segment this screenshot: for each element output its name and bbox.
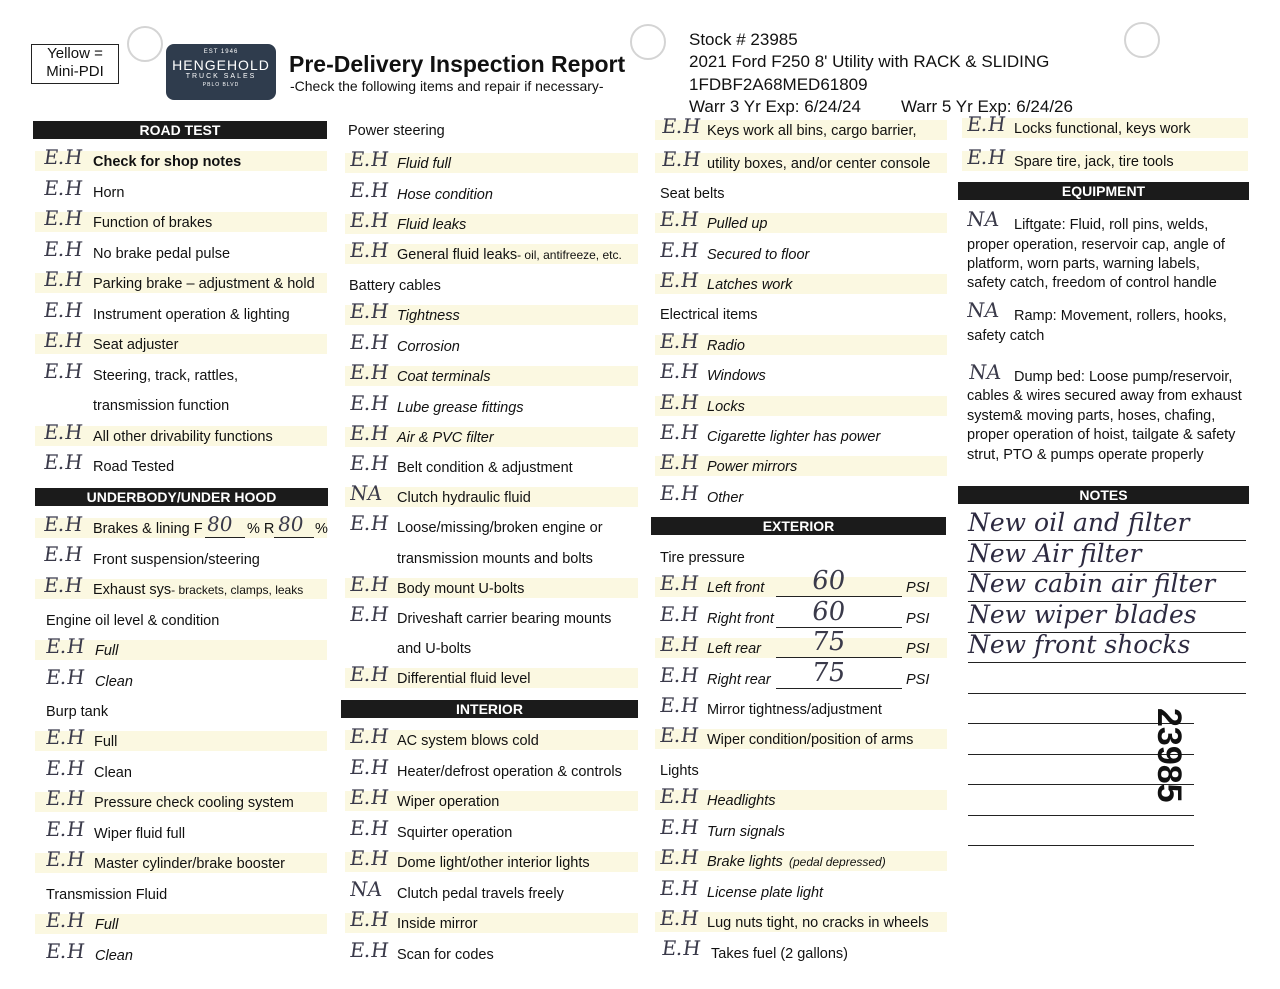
initials-mark: E.H [658, 207, 701, 231]
checklist-item-label: Wiper operation [397, 794, 500, 810]
transmission-label: Transmission Fluid [46, 887, 168, 903]
general-leaks-initials: E.H [348, 238, 391, 262]
initials-mark: E.H [42, 206, 85, 230]
initials-mark: E.H [348, 724, 391, 748]
note-entry: New oil and filter [968, 508, 1190, 537]
ramp-line-1: Ramp: Movement, rollers, hooks, [1014, 308, 1227, 324]
initials-mark: E.H [658, 237, 701, 262]
initials-mark: E.H [348, 815, 391, 840]
initials-mark: E.H [348, 511, 391, 536]
company-logo [166, 44, 276, 100]
vin-number: 1FDBF2A68MED61809 [689, 75, 868, 94]
checklist-item-label: Body mount U-bolts [397, 580, 525, 597]
initials-mark: E.H [658, 419, 701, 444]
initials-mark: E.H [42, 145, 85, 169]
checklist-item-label: and U-bolts [397, 641, 472, 658]
initials-mark: E.H [348, 329, 391, 354]
checklist-item-label: Radio [707, 338, 745, 354]
dump-bed-line-3: system& moving parts, hoses, chafing, [967, 408, 1216, 424]
brakes-rear-percent: 80 [276, 512, 306, 536]
checklist-item-label: Locks [707, 398, 745, 415]
checklist-item-label: Scan for codes [397, 946, 494, 963]
initials-mark: E.H [658, 389, 701, 414]
initials-mark: E.H [44, 755, 87, 780]
exhaust-label [93, 582, 303, 598]
tire-pressure-label: Tire pressure [660, 550, 745, 566]
initials-mark: E.H [44, 725, 87, 749]
locks-functional-label: Locks functional, keys work [1014, 121, 1191, 137]
warranty-3yr: Warr 3 Yr Exp: 6/24/24 [689, 97, 861, 116]
row-bg [345, 153, 638, 173]
checklist-item-label: Function of brakes [93, 215, 213, 231]
initials-mark: NA [348, 876, 384, 901]
initials-mark: E.H [658, 268, 701, 292]
liftgate-line-3: platform, worn parts, warning labels, [967, 256, 1200, 272]
checklist-item-label: Master cylinder/brake booster [94, 856, 285, 872]
takes-fuel-initials: E.H [660, 936, 703, 960]
yellow-note-line1: Yellow = [47, 45, 103, 62]
punch-hole-right [1124, 22, 1160, 58]
checklist-item-label: Right rear [707, 671, 771, 688]
checklist-item-label: Tightness [397, 308, 460, 324]
battery-cables-label: Battery cables [349, 278, 441, 294]
note-line [968, 845, 1194, 846]
initials-mark: E.H [348, 360, 391, 384]
general-leaks-detail: - oil, antifreeze, etc. [517, 248, 622, 262]
initials-mark: E.H [42, 328, 85, 352]
initials-mark: E.H [42, 175, 85, 200]
initials-mark: E.H [658, 571, 701, 595]
exhaust-main: Exhaust sys [93, 582, 172, 598]
row-bg [345, 214, 638, 234]
checklist-item-label: Wiper fluid full [94, 825, 186, 842]
checklist-item-label: Corrosion [397, 338, 460, 355]
checklist-item-label: Windows [707, 368, 766, 385]
initials-mark: E.H [658, 662, 701, 687]
initials-mark: E.H [658, 450, 701, 475]
initials-mark: E.H [44, 664, 87, 689]
initials-mark: E.H [44, 908, 87, 932]
checklist-item-label: Brake lights [707, 854, 783, 870]
initials-mark: E.H [348, 846, 391, 870]
checklist-item-label: Air & PVC filter [397, 430, 494, 446]
initials-mark: E.H [42, 236, 85, 261]
brakes-rear-line [274, 537, 314, 538]
initials-mark: E.H [348, 754, 391, 779]
dump-bed-initials: NA [967, 360, 1003, 384]
mirror-label: Mirror tightness/adjustment [707, 702, 882, 718]
logo-est: EST 1946 [203, 49, 239, 55]
checklist-item-label: Fluid full [397, 156, 451, 172]
ramp-initials: NA [965, 298, 1001, 322]
checklist-item-label: Hose condition [397, 186, 493, 203]
checklist-item-label: License plate light [707, 884, 824, 901]
checklist-item-label: utility boxes, and/or center console [707, 156, 931, 172]
initials-mark: NA [348, 481, 384, 506]
checklist-item-label: Left rear [707, 641, 761, 657]
note-line [968, 662, 1246, 663]
general-leaks-main: General fluid leaks [397, 247, 518, 263]
checklist-item-label: Clean [95, 673, 133, 690]
checklist-item-label: transmission mounts and bolts [397, 550, 593, 567]
checklist-item-label: Squirter operation [397, 824, 513, 841]
initials-mark: E.H [658, 359, 701, 384]
checklist-item-label: Seat adjuster [93, 337, 179, 353]
brake-lights-detail: (pedal depressed) [789, 855, 886, 869]
power-steering-label: Power steering [348, 123, 445, 139]
initials-mark: E.H [42, 297, 85, 322]
checklist-item-label: Instrument operation & lighting [93, 306, 290, 323]
checklist-item-label: Clutch pedal travels freely [397, 885, 564, 902]
brakes-front-percent: 80 [205, 512, 235, 536]
initials-mark: E.H [44, 634, 87, 658]
liftgate-line-2: proper operation, reservoir cap, angle of [967, 237, 1225, 253]
front-susp-initials: E.H [42, 542, 85, 566]
wiper-condition-initials: E.H [658, 723, 701, 747]
checklist-item-label: Loose/missing/broken engine or [397, 520, 603, 537]
row-bg [345, 305, 638, 325]
checklist-item-label: Cigarette lighter has power [707, 428, 881, 445]
locks-functional-initials: E.H [965, 112, 1008, 136]
initials-mark: E.H [348, 907, 391, 931]
checklist-item-label: Parking brake – adjustment & hold [93, 276, 315, 292]
note-entry: New wiper blades [968, 599, 1197, 629]
row-bg [345, 366, 638, 386]
note-entry: New cabin air filter [968, 569, 1216, 598]
yellow-mini-pdi-note [31, 44, 119, 84]
dump-bed-line-4: proper operation of hoist, tailgate & safety [967, 427, 1236, 443]
exterior-header: EXTERIOR [651, 517, 946, 535]
initials-mark: E.H [348, 602, 391, 626]
initials-mark: E.H [348, 147, 391, 171]
checklist-item-label: Inside mirror [397, 916, 478, 932]
checklist-item-label: Differential fluid level [397, 671, 531, 688]
checklist-item-label: Clean [94, 764, 132, 781]
checklist-item-label: Latches work [707, 277, 793, 293]
dump-bed-line-5: strut, PTO & pumps operate properly [967, 447, 1204, 463]
yellow-note-line2: Mini-PDI [46, 63, 104, 80]
interior-header: INTERIOR [341, 700, 638, 718]
initials-mark: E.H [658, 875, 701, 900]
dump-bed-line-2: cables & wires secured away from exhaust [967, 388, 1242, 404]
initials-mark: E.H [658, 480, 701, 505]
tire-psi-value: 60 [809, 566, 848, 596]
tire-psi-value: 75 [809, 627, 848, 657]
checklist-item-label: Belt condition & adjustment [397, 460, 573, 476]
initials-mark: E.H [660, 147, 703, 171]
takes-fuel-label: Takes fuel (2 gallons) [711, 946, 849, 962]
punch-hole-center [630, 24, 666, 60]
checklist-item-label: Right front [707, 610, 774, 627]
brakes-label: Brakes & lining F [93, 521, 203, 537]
vertical-stock-number: 23985 [1150, 708, 1188, 803]
checklist-item-label: Pressure check cooling system [94, 795, 294, 811]
checklist-item-label: Full [95, 917, 119, 933]
checklist-item-label: Turn signals [707, 823, 785, 840]
initials-mark: E.H [348, 208, 391, 232]
initials-mark: E.H [348, 451, 391, 475]
row-bg [345, 913, 638, 933]
checklist-item-label: Road Tested [93, 459, 175, 475]
liftgate-line-1: Liftgate: Fluid, roll pins, welds, [1014, 217, 1209, 233]
tire-psi-value: 75 [809, 657, 848, 688]
liftgate-line-4: safety catch, freedom of control handle [967, 275, 1217, 291]
lights-label: Lights [660, 763, 699, 779]
checklist-item-label: All other drivability functions [93, 428, 273, 445]
checklist-item-label: Check for shop notes [93, 154, 242, 170]
liftgate-initials: NA [965, 207, 1001, 231]
burp-tank-label: Burp tank [46, 704, 109, 720]
equipment-header: EQUIPMENT [958, 182, 1249, 200]
engine-oil-label: Engine oil level & condition [46, 613, 220, 629]
note-line [968, 815, 1194, 816]
initials-mark: E.H [348, 571, 391, 596]
lug-nuts-initials: E.H [658, 906, 701, 930]
initials-mark: E.H [348, 937, 391, 962]
note-entry: New Air filter [968, 538, 1142, 568]
initials-mark: E.H [42, 358, 85, 383]
note-line [968, 693, 1246, 694]
psi-unit-label: PSI [906, 610, 930, 627]
initials-mark: E.H [348, 177, 391, 202]
checklist-item-label: Lube grease fittings [397, 399, 524, 416]
exhaust-detail: - brackets, clamps, leaks [171, 583, 304, 597]
psi-unit-label: PSI [906, 671, 930, 688]
checklist-item-label: Steering, track, rattles, [93, 367, 239, 384]
brakes-mid-label: % R [247, 521, 275, 537]
checklist-item-label: Secured to floor [707, 246, 810, 263]
seat-belts-label: Seat belts [660, 186, 725, 202]
electrical-label: Electrical items [660, 307, 758, 323]
checklist-item-label: Horn [93, 184, 125, 201]
initials-mark: E.H [658, 632, 701, 656]
checklist-item-label: Other [707, 489, 744, 506]
wiper-condition-label: Wiper condition/position of arms [707, 732, 914, 748]
brakes-front-line [205, 537, 245, 538]
initials-mark: E.H [44, 847, 87, 871]
initials-mark: E.H [44, 938, 87, 963]
checklist-item-label: Left front [707, 580, 765, 596]
checklist-item-label: Dome light/other interior lights [397, 855, 590, 871]
psi-unit-label: PSI [906, 641, 930, 657]
checklist-item-label: Clutch hydraulic fluid [397, 490, 531, 507]
note-entry: New front shocks [968, 630, 1191, 659]
logo-tiny: PBLO BLVD [202, 82, 240, 88]
initials-mark: E.H [42, 267, 85, 291]
checklist-item-label: Keys work all bins, cargo barrier, [707, 123, 917, 139]
initials-mark: E.H [658, 814, 701, 839]
tire-psi-value: 60 [809, 596, 848, 627]
checklist-item-label: Clean [95, 947, 133, 964]
underbody-header: UNDERBODY/UNDER HOOD [35, 488, 328, 506]
checklist-item-label: Heater/defrost operation & controls [397, 763, 622, 780]
punch-hole-left [127, 26, 163, 62]
stock-number: Stock # 23985 [689, 30, 798, 49]
checklist-item-label: No brake pedal pulse [93, 245, 231, 262]
initials-mark: E.H [658, 329, 701, 353]
report-title: Pre-Delivery Inspection Report [289, 51, 626, 77]
checklist-item-label: Power mirrors [707, 459, 798, 476]
checklist-item-label: Full [94, 734, 118, 750]
checklist-item-label: AC system blows cold [397, 733, 539, 749]
checklist-item-label: Coat terminals [397, 369, 491, 385]
initials-mark: E.H [42, 450, 85, 474]
general-leaks-label [397, 247, 622, 263]
logo-name: HENGEHOLD [172, 57, 270, 73]
initials-mark: E.H [42, 419, 85, 444]
checklist-item-label: Fluid leaks [397, 217, 467, 233]
notes-header: NOTES [958, 486, 1249, 504]
checklist-item-label: Full [95, 643, 119, 659]
psi-unit-label: PSI [906, 580, 930, 596]
checklist-item-label: transmission function [93, 398, 230, 414]
logo-sub: TRUCK SALES [185, 73, 257, 80]
initials-mark: E.H [658, 784, 701, 808]
checklist-item-label: Headlights [707, 793, 776, 809]
report-subtitle: -Check the following items and repair if necessary- [290, 78, 604, 94]
spare-tire-initials: E.H [965, 145, 1008, 169]
initials-mark: E.H [348, 421, 391, 445]
initials-mark: E.H [44, 816, 87, 841]
initials-mark: E.H [658, 845, 701, 869]
front-susp-label: Front suspension/steering [93, 552, 260, 568]
initials-mark: E.H [348, 299, 391, 323]
brakes-initials: E.H [42, 512, 85, 536]
initials-mark: E.H [44, 786, 87, 810]
dump-bed-line-1: Dump bed: Loose pump/reservoir, [1014, 369, 1233, 385]
exhaust-initials: E.H [42, 573, 85, 597]
warranty-5yr: Warr 5 Yr Exp: 6/24/26 [901, 97, 1073, 116]
brakes-end-label: % [315, 521, 328, 537]
spare-tire-label: Spare tire, jack, tire tools [1014, 154, 1174, 170]
initials-mark: E.H [660, 114, 703, 138]
initials-mark: E.H [348, 390, 391, 415]
lug-nuts-label: Lug nuts tight, no cracks in wheels [707, 915, 929, 931]
ramp-line-2: safety catch [967, 328, 1045, 344]
checklist-item-label: Pulled up [707, 216, 768, 232]
vehicle-description: 2021 Ford F250 8' Utility with RACK & SLIDING [689, 52, 1050, 71]
initials-mark: E.H [348, 785, 391, 809]
checklist-item-label: Driveshaft carrier bearing mounts [397, 611, 612, 627]
initials-mark: E.H [348, 662, 391, 687]
mirror-initials: E.H [658, 693, 701, 717]
initials-mark: E.H [658, 601, 701, 626]
road-test-header: ROAD TEST [33, 121, 327, 139]
